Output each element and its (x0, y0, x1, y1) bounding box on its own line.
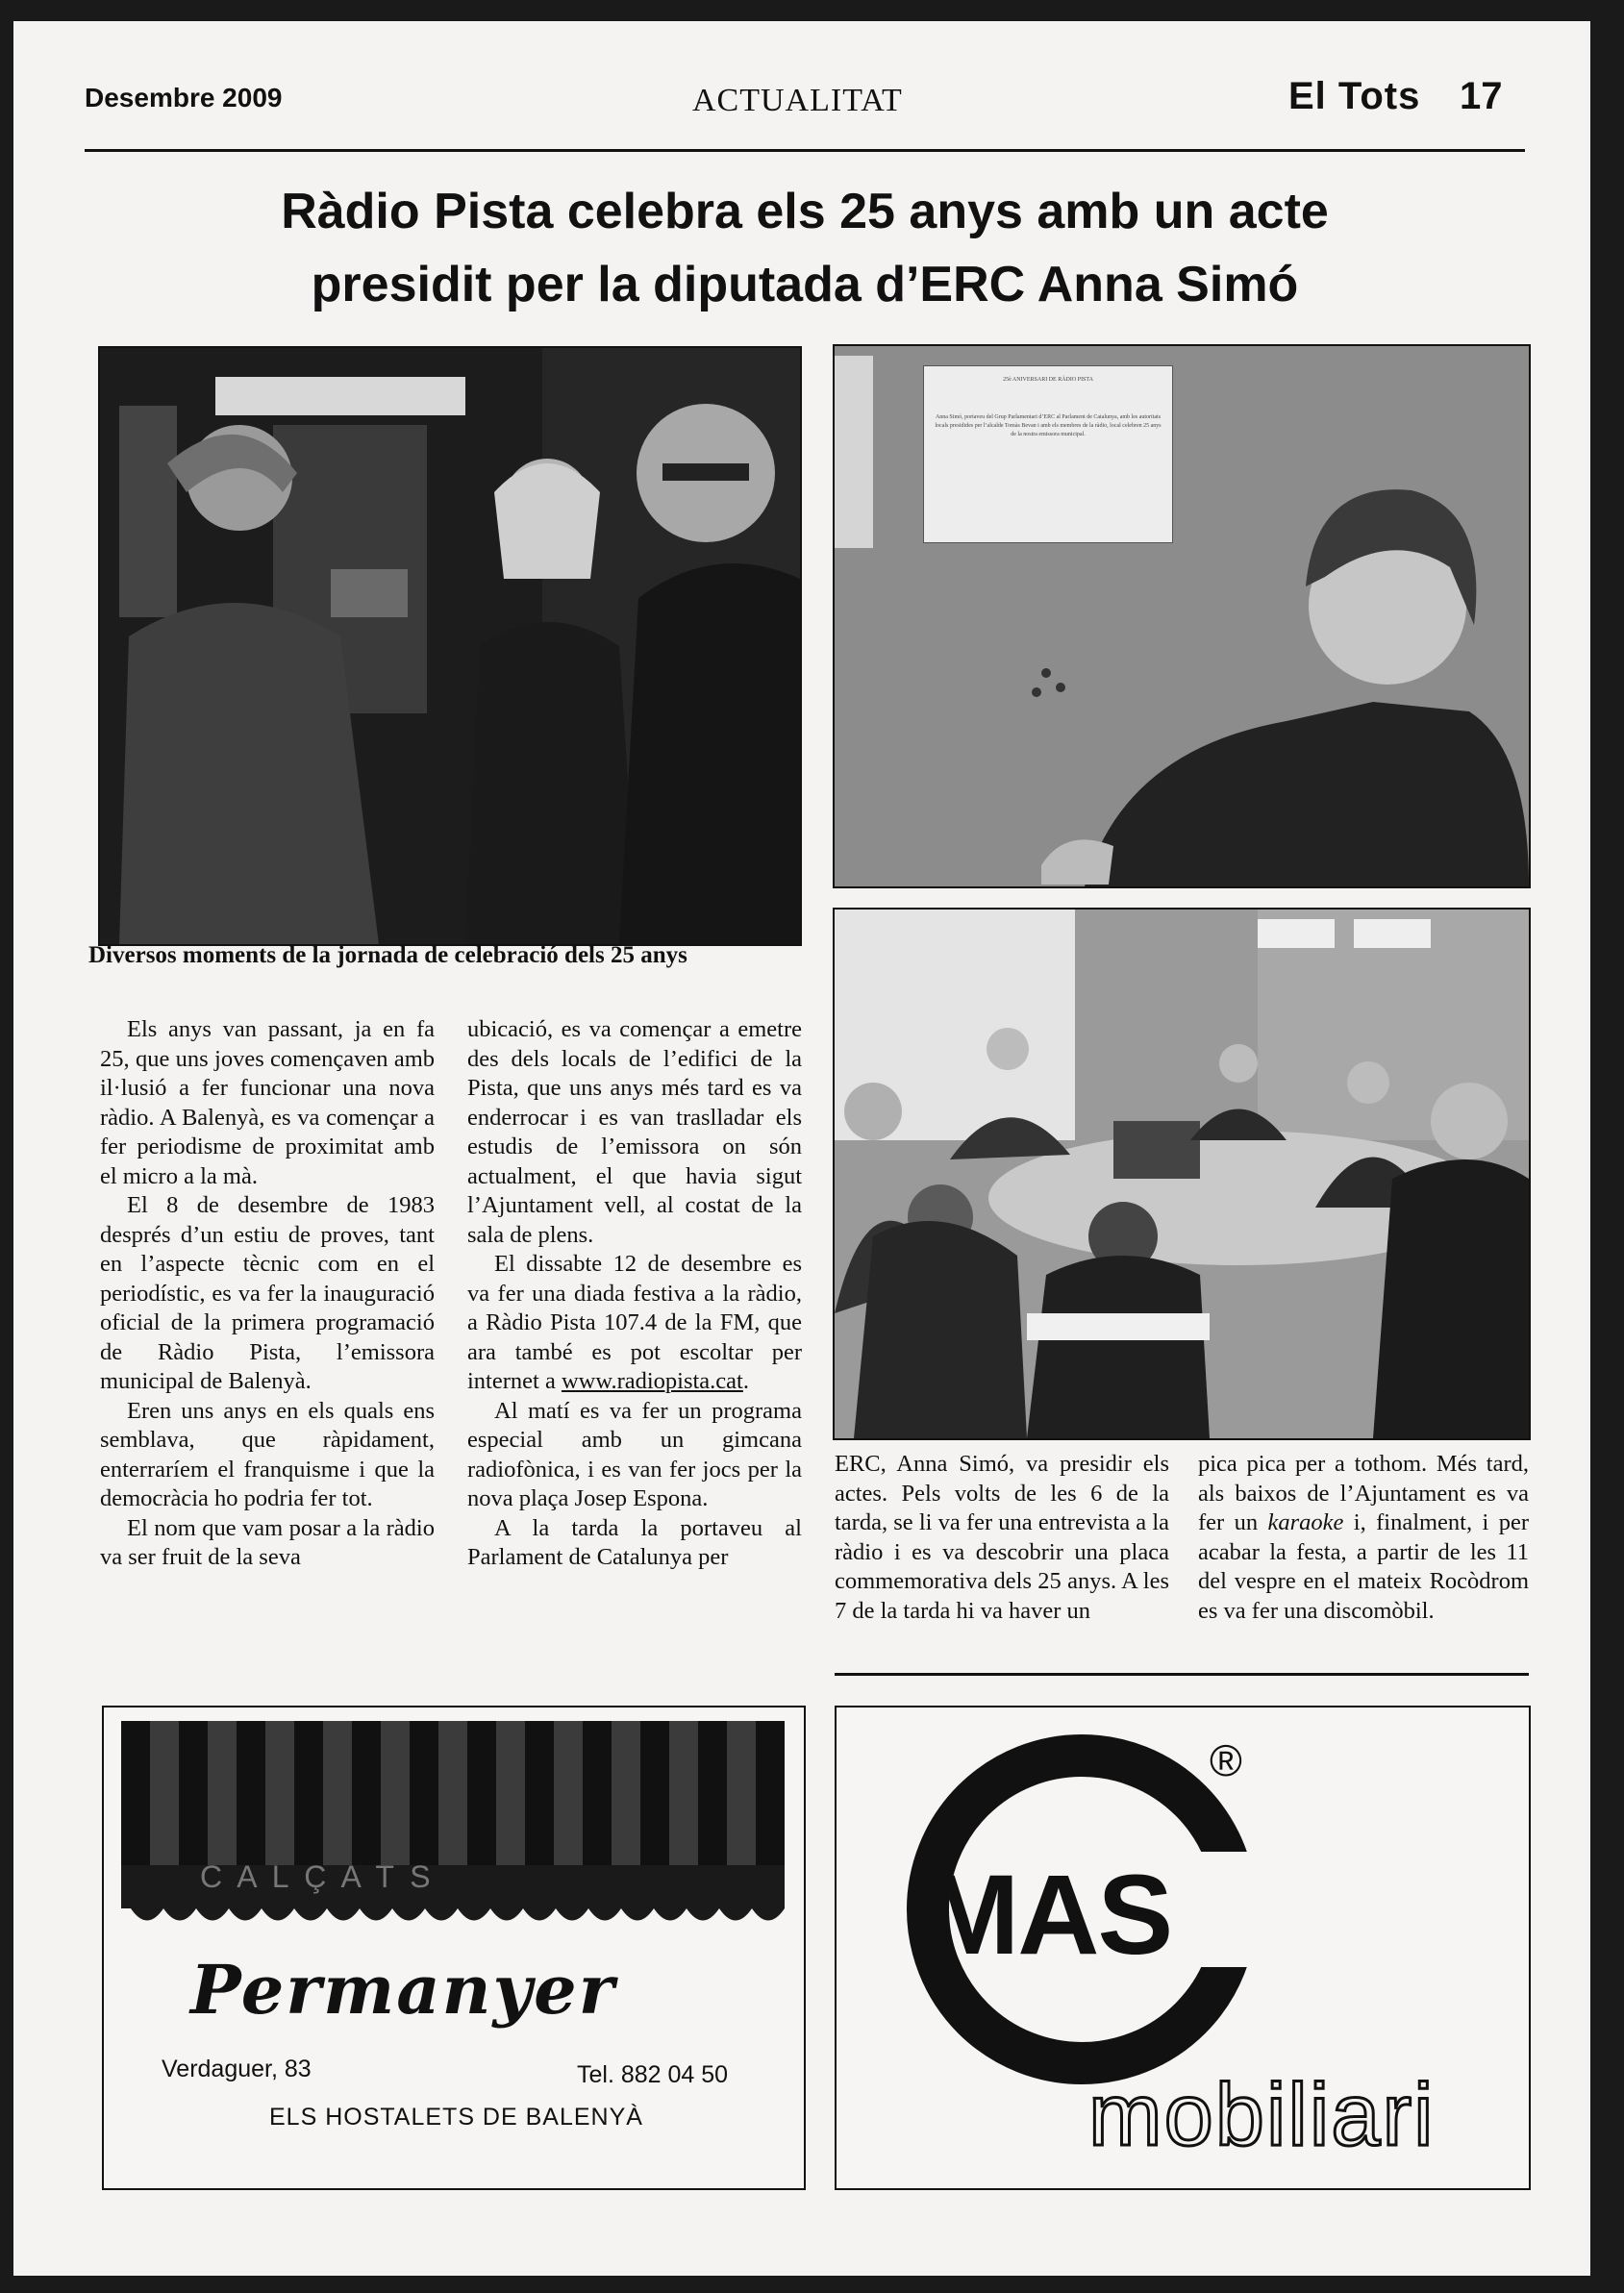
plaque-text: Anna Simó, portaveu del Grup Parlamentari d’ERC al Parlament de Catalunya, amb les autoritats locals presidides per l’alcalde Tomàs Bevan i amb els membres de la ràdio, local celebren 25 anys de la nostra emissora municipal. (935, 414, 1162, 437)
col1-paragraph-3: Eren uns anys en els quals ens semblava, que ràpidament, enterraríem el franquisme i que la democràcia ho podria fer tot. (100, 1397, 435, 1511)
permanyer-brand: Permanyer (190, 1950, 616, 2030)
col4-karaoke: karaoke (1267, 1509, 1344, 1535)
studio-illustration (835, 910, 1529, 1438)
article-column-3 (835, 1450, 1169, 1626)
article-column-4 (1198, 1450, 1529, 1626)
col1-paragraph-1: Els anys van passant, ja en fa 25, que uns joves començaven amb il·lusió a fer funcionar una nova ràdio. A Balenyà, es va començar a fer periodisme de proximitat amb el micro a la mà. (100, 1016, 435, 1189)
article-end-rule (835, 1673, 1529, 1676)
headline-line-2: presidit per la diputada d’ERC Anna Simó (311, 257, 1299, 312)
issue-date: Desembre 2009 (85, 83, 283, 112)
awning-text: C A L Ç A T S (200, 1859, 435, 1894)
mas-brand: MAS (925, 1852, 1172, 1979)
calcats-phone: Tel. 882 04 50 (577, 2061, 729, 2088)
mas-tagline: mobiliari (1088, 2066, 1436, 2164)
photo-caption: Diversos moments de la jornada de celebració dels 25 anys (88, 942, 687, 968)
photo-radio-studio (833, 908, 1531, 1440)
photo-anna-simo-plaque (833, 344, 1531, 888)
col2-paragraph-4: A la tarda la portaveu al Parlament de Catalunya per (467, 1514, 802, 1570)
col1-paragraph-2: El 8 de desembre de 1983 després d’un estiu de proves, tant en l’aspecte tècnic com en el periodístic, es va fer la inauguració oficial de la primera programació de Ràdio Pista, l’emissora municipal de Balenyà. (100, 1192, 435, 1394)
col2-paragraph-3: Al matí es va fer un programa especial amb un gimcana radiofònica, i es van fer jocs per la nova plaça Josep Espona. (467, 1397, 802, 1511)
col2-text-b: . (742, 1368, 749, 1394)
col4-text-a: pica pica per a tothom. Més tard, als baixos de l’Ajuntament es va fer un (1198, 1451, 1529, 1535)
headline-line-1: Ràdio Pista celebra els 25 anys amb un acte (281, 184, 1329, 239)
article-column-2 (467, 1015, 802, 1573)
commemorative-plaque (923, 365, 1173, 543)
publication-name: El Tots (1288, 75, 1421, 117)
col1-paragraph-4: El nom que vam posar a la ràdio va ser fruit de la seva (100, 1514, 435, 1570)
photo-guests-illustration (100, 348, 800, 944)
article-headline (85, 175, 1525, 321)
ad-calcats-permanyer (102, 1706, 806, 2190)
col2-paragraph-1: ubicació, es va començar a emetre des dels locals de l’edifici de la Pista, que uns anys més tard es va enderrocar i es van traslladar els estudis de l’emissora on són actualment, el que havia sigut l’Ajuntament vell, al costat de la sala de plens. (467, 1016, 802, 1248)
calcats-town: ELS HOSTALETS DE BALENYÀ (269, 2104, 643, 2131)
page-number: 17 (1460, 75, 1503, 117)
article-column-1 (100, 1015, 435, 1573)
section-name: ACTUALITAT (692, 83, 903, 118)
col4-text-b: i, finalment, i per acabar la festa, a partir de les 11 del vespre en el mateix Rocòdrom es va fer una discomòbil. (1198, 1509, 1529, 1624)
col2-paragraph-2 (467, 1250, 802, 1397)
calcats-address: Verdaguer, 83 (162, 2056, 312, 2082)
col4-paragraph (1198, 1450, 1529, 1626)
photo-guests-conversation (98, 346, 802, 946)
registered-mark: ® (1210, 1735, 1242, 1785)
radiopista-link[interactable]: www.radiopista.cat (561, 1368, 743, 1394)
ad-mas-mobiliari (835, 1706, 1531, 2190)
awning-graphic (121, 1721, 806, 1942)
plaque-heading: 25è ANIVERSARI DE RÀDIO PISTA (1003, 377, 1093, 383)
col2-text-a: El dissabte 12 de desembre es va fer una diada festiva a la ràdio, a Ràdio Pista 107.4 de la FM, que ara també es pot escoltar per internet a (467, 1251, 802, 1394)
header-rule (85, 149, 1525, 152)
col3-paragraph: ERC, Anna Simó, va presidir els actes. Pels volts de les 6 de la tarda, se li va fer una entrevista a la ràdio i es va descobrir una placa commemorativa dels 25 anys. A les 7 de la tarda hi va haver un (835, 1451, 1169, 1624)
